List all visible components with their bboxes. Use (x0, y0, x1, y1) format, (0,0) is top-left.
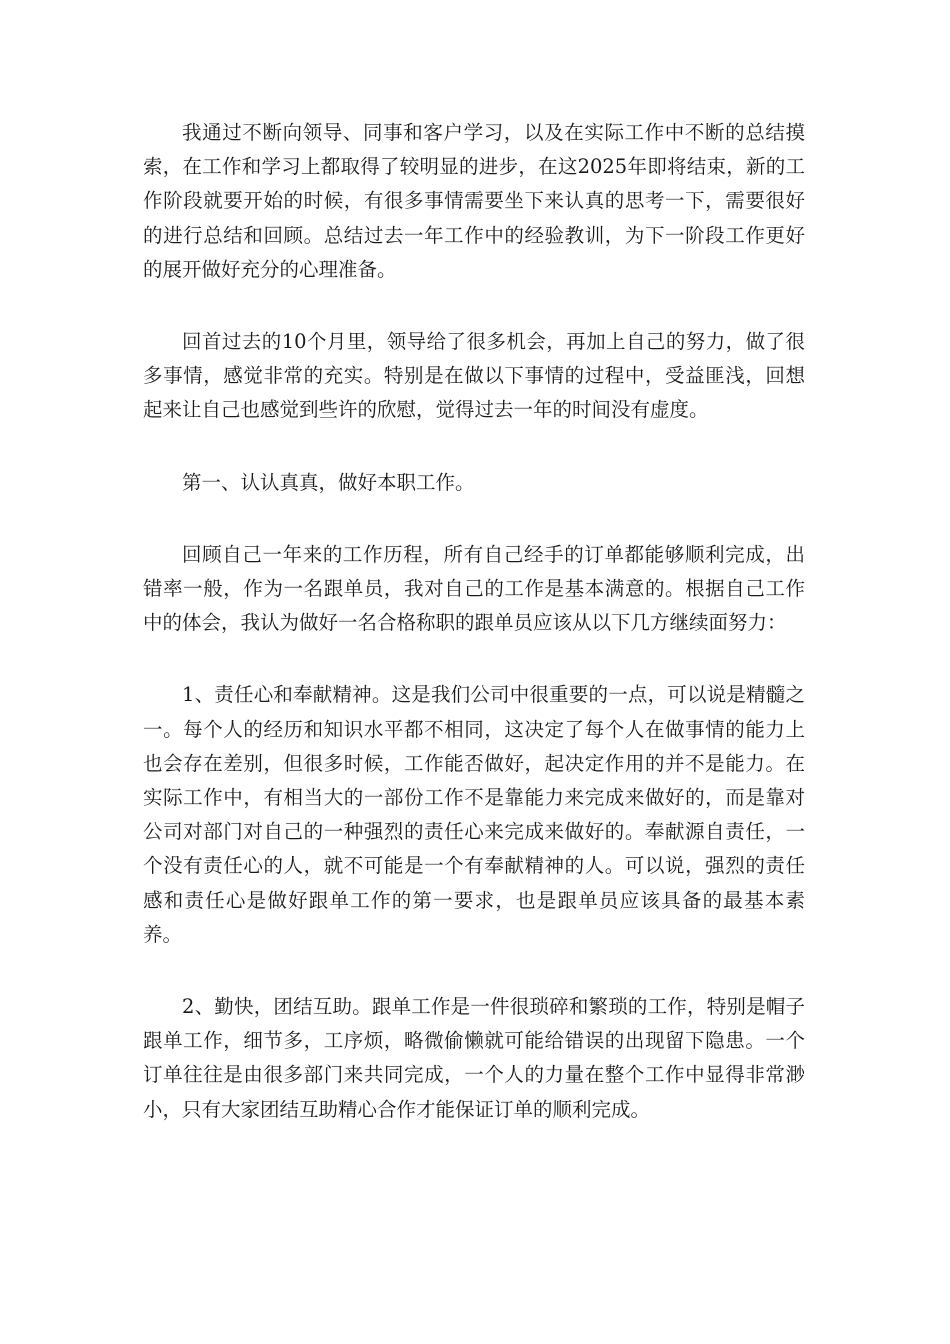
paragraph-work-history: 回顾自己一年来的工作历程，所有自己经手的订单都能够顺利完成，出错率一般，作为一名跟单员，我对自己的工作是基本满意的。根据自己工作中的体会，我认为做好一名合格称职的跟单员应该从以下几方继续面努力： (143, 542, 805, 635)
document-body (143, 116, 805, 1127)
paragraph-intro: 我通过不断向领导、同事和客户学习，以及在实际工作中不断的总结摸索，在工作和学习上都取得了较明显的进步，在这2025年即将结束，新的工作阶段就要开始的时候，有很多事情需要坐下来认真的思考一下，需要很好的进行总结和回顾。总结过去一年工作中的经验教训，为下一阶段工作更好的展开做好充分的心理准备。 (143, 121, 805, 281)
paragraph-point-2: 2、勤快，团结互助。跟单工作是一件很琐碎和繁琐的工作，特别是帽子跟单工作，细节多，工序烦，略微偷懒就可能给错误的出现留下隐患。一个订单往往是由很多部门来共同完成，一个人的力量在整个工作中显得非常渺小，只有大家团结互助精心合作才能保证订单的顺利完成。 (143, 995, 805, 1121)
section-heading-first: 第一、认认真真，做好本职工作。 (182, 470, 475, 494)
paragraph-review: 回首过去的10个月里，领导给了很多机会，再加上自己的努力，做了很多事情，感觉非常的充实。特别是在做以下事情的过程中，受益匪浅，回想起来让自己也感觉到些许的欣慰，觉得过去一年的时间没有虚度。 (143, 330, 805, 422)
paragraph-point-1: 1、责任心和奉献精神。这是我们公司中很重要的一点，可以说是精髓之一。每个人的经历和知识水平都不相同，这决定了每个人在做事情的能力上也会存在差别，但很多时候，工作能否做好，起决定作用的并不是能力。在实际工作中，有相当大的一部份工作不是靠能力来完成来做好的，而是靠对公司对部门对自己的一种强烈的责任心来完成来做好的。奉献源自责任，一个没有责任心的人，就不可能是一个有奉献精神的人。可以说，强烈的责任感和责任心是做好跟单工作的第一要求，也是跟单员应该具备的最基本素养。 (143, 683, 805, 946)
